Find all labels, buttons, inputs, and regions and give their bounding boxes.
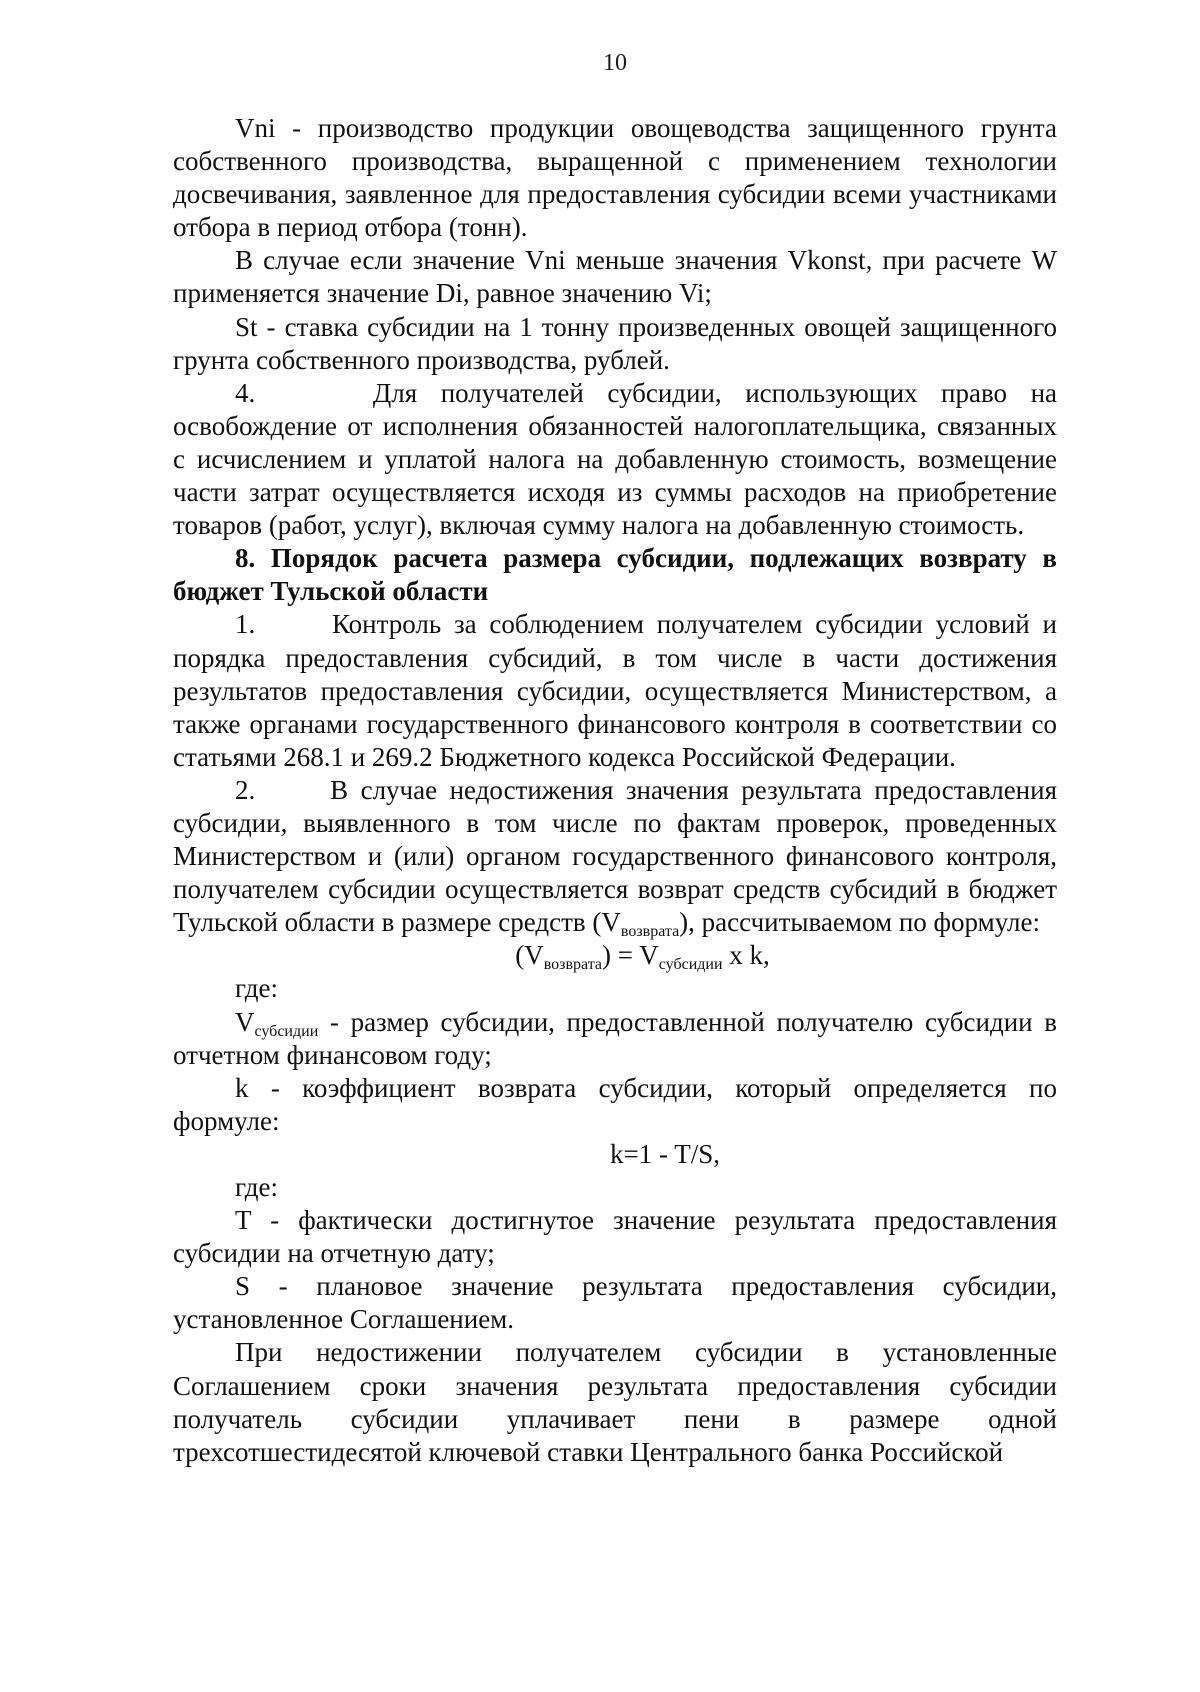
paragraph-item-2-tail: ), xyxy=(679,907,695,938)
subscript-vozvrata: возврата xyxy=(620,923,680,941)
formula-vozvrata-open: (V xyxy=(515,940,544,971)
paragraph-vsubsidii xyxy=(173,1006,1057,1072)
paragraph-s: S - плановое значение результата предоставления субсидии, установленное Соглашением. xyxy=(173,1271,1057,1335)
formula-vozvrata xyxy=(173,939,1057,972)
paragraph-item-4: 4. Для получателей субсидии, использующих право на освобождение от исполнения обязанностей налогоплательщика, связанных с исчислением и уплатой налога на добавленную стоимость, возмещение части затрат осуществляется исходя из суммы расходов на приобретение товаров (работ, услуг), включая сумму налога на добавленную стоимость. xyxy=(173,377,1057,541)
paragraph-item-2-last: рассчитываемом по формуле: xyxy=(701,907,1040,938)
formula-subsidii-sub: субсидии xyxy=(658,956,723,974)
where-label-2: где: xyxy=(235,1172,278,1202)
page-number: 10 xyxy=(603,50,627,76)
formula-vozvrata-end: x k, xyxy=(722,940,770,971)
formula-vozvrata-mid: ) = V xyxy=(602,940,659,971)
paragraph-k: k - коэффициент возврата субсидии, который определяется по формуле: xyxy=(173,1072,1057,1136)
section-title: 8. Порядок расчета размера субсидии, подлежащих возврату в бюджет Тульской области xyxy=(173,543,1057,607)
paragraph-t: T - фактически достигнутое значение результата предоставления субсидии на отчетную дату; xyxy=(173,1205,1057,1269)
vsubsidii-sub: субсидии xyxy=(254,1022,319,1040)
vsubsidii-text: - размер субсидии, предоставленной получателю субсидии в отчетном финансовом году; xyxy=(173,1006,1057,1070)
paragraph-item-2-text: 2. В случае недостижения значения результата предоставления субсидии, выявленного в том числе по фактам проверок, проведенных Министерством и (или) органом государственного финансового контроля, получателем субсидии осуществляется возврат средств субсидий в бюджет Тульской области в размере средств (V xyxy=(173,774,1057,938)
paragraph-item-2 xyxy=(173,774,1057,939)
paragraph-vni: Vni - производство продукции овощеводства защищенного грунта собственного производства, выращенной с применением технологии досвечивания, заявленное для предоставления субсидии всеми участниками отбора в период отбора (тонн). xyxy=(173,113,1057,243)
paragraph-st: St - ставка субсидии на 1 тонну произведенных овощей защищенного грунта собственного производства, рублей. xyxy=(173,311,1057,375)
vsubsidii-letter: V xyxy=(235,1006,255,1037)
where-label-1: где: xyxy=(235,973,278,1004)
paragraph-item-1: 1. Контроль за соблюдением получателем субсидии условий и порядка предоставления субсидий, в том числе в части достижения результатов предоставления субсидии, осуществляется Министерством, а также органами государственного финансового контроля в соответствии со статьями 268.1 и 269.2 Бюджетного кодекса Российской Федерации. xyxy=(173,609,1057,772)
paragraph-vkonst: В случае если значение Vni меньше значения Vkonst, при расчете W применяется значение Di, равное значению Vi; xyxy=(173,245,1057,309)
document-body xyxy=(173,112,1057,1469)
formula-k: k=1 - T/S, xyxy=(610,1138,720,1169)
paragraph-penalty: При недостижении получателем субсидии в установленные Соглашением сроки значения результата предоставления субсидии получатель субсидии уплачивает пени в размере одной трехсотшестидесятой ключевой ставки Центрального банка Российской xyxy=(173,1337,1057,1467)
formula-vozvrata-sub: возврата xyxy=(543,956,603,974)
